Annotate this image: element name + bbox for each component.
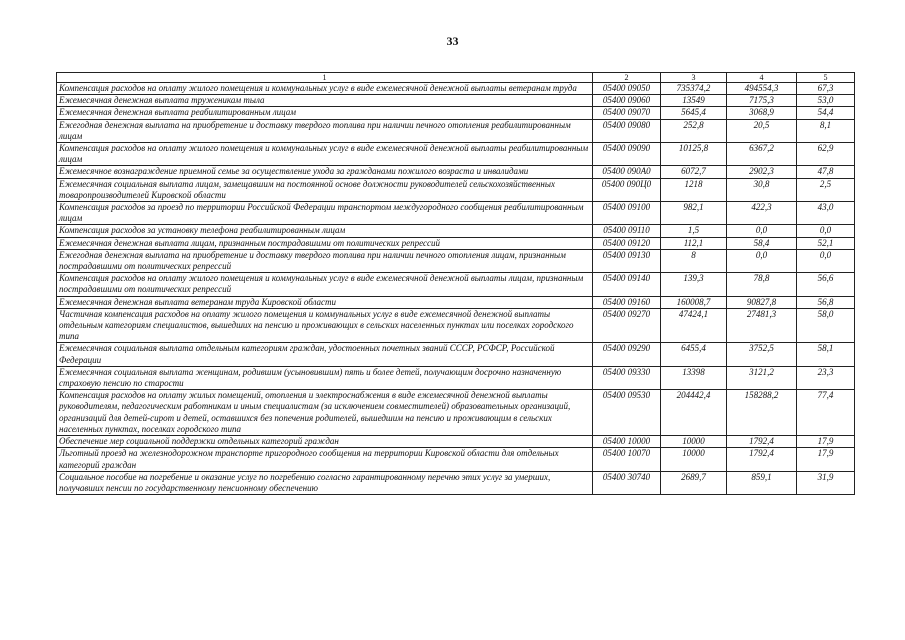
row-execution-percent: 17,9 [797,436,855,448]
row-description: Компенсация расходов на оплату жилого помещения и коммунальных услуг в виде ежемесячной денежной выплаты ветеранам труда [57,83,593,95]
row-description: Компенсация расходов за проезд по территории Российской Федерации транспортом междугородного сообщения реабилитированным лицам [57,202,593,225]
row-planned-value: 8 [661,249,727,272]
row-planned-value: 139,3 [661,273,727,296]
row-planned-value: 10125,8 [661,143,727,166]
table-row [57,143,855,166]
row-description: Ежемесячное вознаграждение приемной семье за осуществление ухода за гражданами пожилого возраста и инвалидами [57,166,593,178]
row-execution-percent: 47,8 [797,166,855,178]
row-planned-value: 252,8 [661,119,727,142]
row-planned-value: 1218 [661,178,727,201]
column-header-1: 1 [57,73,593,83]
table-row [57,273,855,296]
table-row [57,448,855,471]
row-description: Ежемесячная денежная выплата реабилитированным лицам [57,107,593,119]
row-execution-percent: 67,3 [797,83,855,95]
row-executed-value: 0,0 [727,249,797,272]
row-executed-value: 27481,3 [727,308,797,343]
row-planned-value: 735374,2 [661,83,727,95]
table-row [57,249,855,272]
row-planned-value: 6455,4 [661,343,727,366]
row-budget-code: 05400 09110 [593,225,661,237]
row-execution-percent: 2,5 [797,178,855,201]
row-budget-code: 05400 09530 [593,390,661,436]
table-row [57,95,855,107]
row-planned-value: 6072,7 [661,166,727,178]
row-executed-value: 494554,3 [727,83,797,95]
row-description: Обеспечение мер социальной поддержки отдельных категорий граждан [57,436,593,448]
row-budget-code: 05400 09330 [593,366,661,389]
row-budget-code: 05400 09100 [593,202,661,225]
row-execution-percent: 56,6 [797,273,855,296]
column-header-5: 5 [797,73,855,83]
row-description: Компенсация расходов на оплату жилого помещения и коммунальных услуг в виде ежемесячной денежной выплаты лицам, признанным пострадавшими от политических репрессий [57,273,593,296]
row-description: Ежемесячная денежная выплата труженикам тыла [57,95,593,107]
row-executed-value: 422,3 [727,202,797,225]
row-budget-code: 05400 09130 [593,249,661,272]
table-row [57,343,855,366]
table-row [57,83,855,95]
table-row [57,471,855,494]
column-header-4: 4 [727,73,797,83]
row-description: Ежемесячная социальная выплата женщинам, родившим (усыновившим) пять и более детей, получающим досрочно назначенную страховую пенсию по старости [57,366,593,389]
row-description: Ежемесячная социальная выплата лицам, замещавшим на постоянной основе должности руководителей сельскохозяйственных товаропроизводителей Кировской области [57,178,593,201]
budget-table [56,72,855,495]
row-executed-value: 3068,9 [727,107,797,119]
row-execution-percent: 8,1 [797,119,855,142]
table-row [57,166,855,178]
table-row [57,237,855,249]
row-planned-value: 13549 [661,95,727,107]
row-execution-percent: 31,9 [797,471,855,494]
row-execution-percent: 52,1 [797,237,855,249]
row-budget-code: 05400 10000 [593,436,661,448]
row-executed-value: 6367,2 [727,143,797,166]
header-row [57,73,855,83]
row-description: Ежегодная денежная выплата на приобретение и доставку твердого топлива при наличии печного отопления лицам, признанным пострадавшими от политических репрессий [57,249,593,272]
row-description: Компенсация расходов на оплату жилых помещений, отопления и электроснабжения в виде ежемесячной денежной выплаты руководителям, педагогическим работникам и иным специалистам (за исключением совместителей) образовательных организаций, организаций для детей-сирот и детей, оставшихся без попечения родителей, вышедшим на пенсию и проживающим в сельских населенных пунктах, поселках городского типа [57,390,593,436]
row-executed-value: 158288,2 [727,390,797,436]
row-description: Ежемесячная денежная выплата ветеранам труда Кировской области [57,296,593,308]
row-planned-value: 2689,7 [661,471,727,494]
row-execution-percent: 56,8 [797,296,855,308]
row-execution-percent: 62,9 [797,143,855,166]
row-planned-value: 160008,7 [661,296,727,308]
row-execution-percent: 58,0 [797,308,855,343]
row-budget-code: 05400 09160 [593,296,661,308]
row-executed-value: 78,8 [727,273,797,296]
table-row [57,366,855,389]
row-executed-value: 3752,5 [727,343,797,366]
row-description: Компенсация расходов на оплату жилого помещения и коммунальных услуг в виде ежемесячной денежной выплаты реабилитированным лицам [57,143,593,166]
table-row [57,308,855,343]
row-planned-value: 1,5 [661,225,727,237]
row-description: Ежемесячная денежная выплата лицам, признанным пострадавшими от политических репрессий [57,237,593,249]
row-execution-percent: 17,9 [797,448,855,471]
row-planned-value: 10000 [661,436,727,448]
column-header-3: 3 [661,73,727,83]
row-planned-value: 10000 [661,448,727,471]
row-execution-percent: 77,4 [797,390,855,436]
row-budget-code: 05400 09080 [593,119,661,142]
row-execution-percent: 0,0 [797,225,855,237]
row-executed-value: 1792,4 [727,436,797,448]
column-header-2: 2 [593,73,661,83]
row-description: Компенсация расходов за установку телефона реабилитированным лицам [57,225,593,237]
row-budget-code: 05400 10070 [593,448,661,471]
row-budget-code: 05400 09050 [593,83,661,95]
row-executed-value: 0,0 [727,225,797,237]
table-body [57,83,855,495]
row-description: Ежегодная денежная выплата на приобретение и доставку твердого топлива при наличии печного отопления реабилитированным лицам [57,119,593,142]
row-budget-code: 05400 09290 [593,343,661,366]
row-executed-value: 30,8 [727,178,797,201]
table-row [57,296,855,308]
row-executed-value: 2902,3 [727,166,797,178]
row-executed-value: 20,5 [727,119,797,142]
row-budget-code: 05400 090А0 [593,166,661,178]
row-budget-code: 05400 090Ц0 [593,178,661,201]
row-planned-value: 982,1 [661,202,727,225]
row-executed-value: 1792,4 [727,448,797,471]
row-planned-value: 112,1 [661,237,727,249]
row-execution-percent: 0,0 [797,249,855,272]
row-execution-percent: 58,1 [797,343,855,366]
row-description: Ежемесячная социальная выплата отдельным категориям граждан, удостоенных почетных званий СССР, РСФСР, Российской Федерации [57,343,593,366]
table-row [57,202,855,225]
row-execution-percent: 53,0 [797,95,855,107]
row-executed-value: 7175,3 [727,95,797,107]
row-executed-value: 58,4 [727,237,797,249]
row-budget-code: 05400 09060 [593,95,661,107]
page-number: 33 [446,34,459,48]
row-planned-value: 204442,4 [661,390,727,436]
row-budget-code: 05400 09090 [593,143,661,166]
row-executed-value: 859,1 [727,471,797,494]
row-planned-value: 13398 [661,366,727,389]
table-row [57,178,855,201]
row-budget-code: 05400 09070 [593,107,661,119]
table-row [57,225,855,237]
table-row [57,119,855,142]
table-row [57,390,855,436]
row-budget-code: 05400 30740 [593,471,661,494]
row-planned-value: 5645,4 [661,107,727,119]
table-row [57,107,855,119]
row-execution-percent: 23,3 [797,366,855,389]
table-row [57,436,855,448]
row-execution-percent: 54,4 [797,107,855,119]
row-execution-percent: 43,0 [797,202,855,225]
row-description: Социальное пособие на погребение и оказание услуг по погребению согласно гарантированному перечню этих услуг за умерших, получавших пенсии по государственному пенсионному обеспечению [57,471,593,494]
row-budget-code: 05400 09140 [593,273,661,296]
row-budget-code: 05400 09270 [593,308,661,343]
row-description: Льготный проезд на железнодорожном транспорте пригородного сообщения на территории Кировской области для отдельных категорий граждан [57,448,593,471]
row-executed-value: 90827,8 [727,296,797,308]
row-executed-value: 3121,2 [727,366,797,389]
row-planned-value: 47424,1 [661,308,727,343]
row-budget-code: 05400 09120 [593,237,661,249]
row-description: Частичная компенсация расходов на оплату жилого помещения и коммунальных услуг в виде ежемесячной денежной выплаты отдельным категориям специалистов, вышедших на пенсию и проживающих в сельских населенных пунктах или поселках городского типа [57,308,593,343]
